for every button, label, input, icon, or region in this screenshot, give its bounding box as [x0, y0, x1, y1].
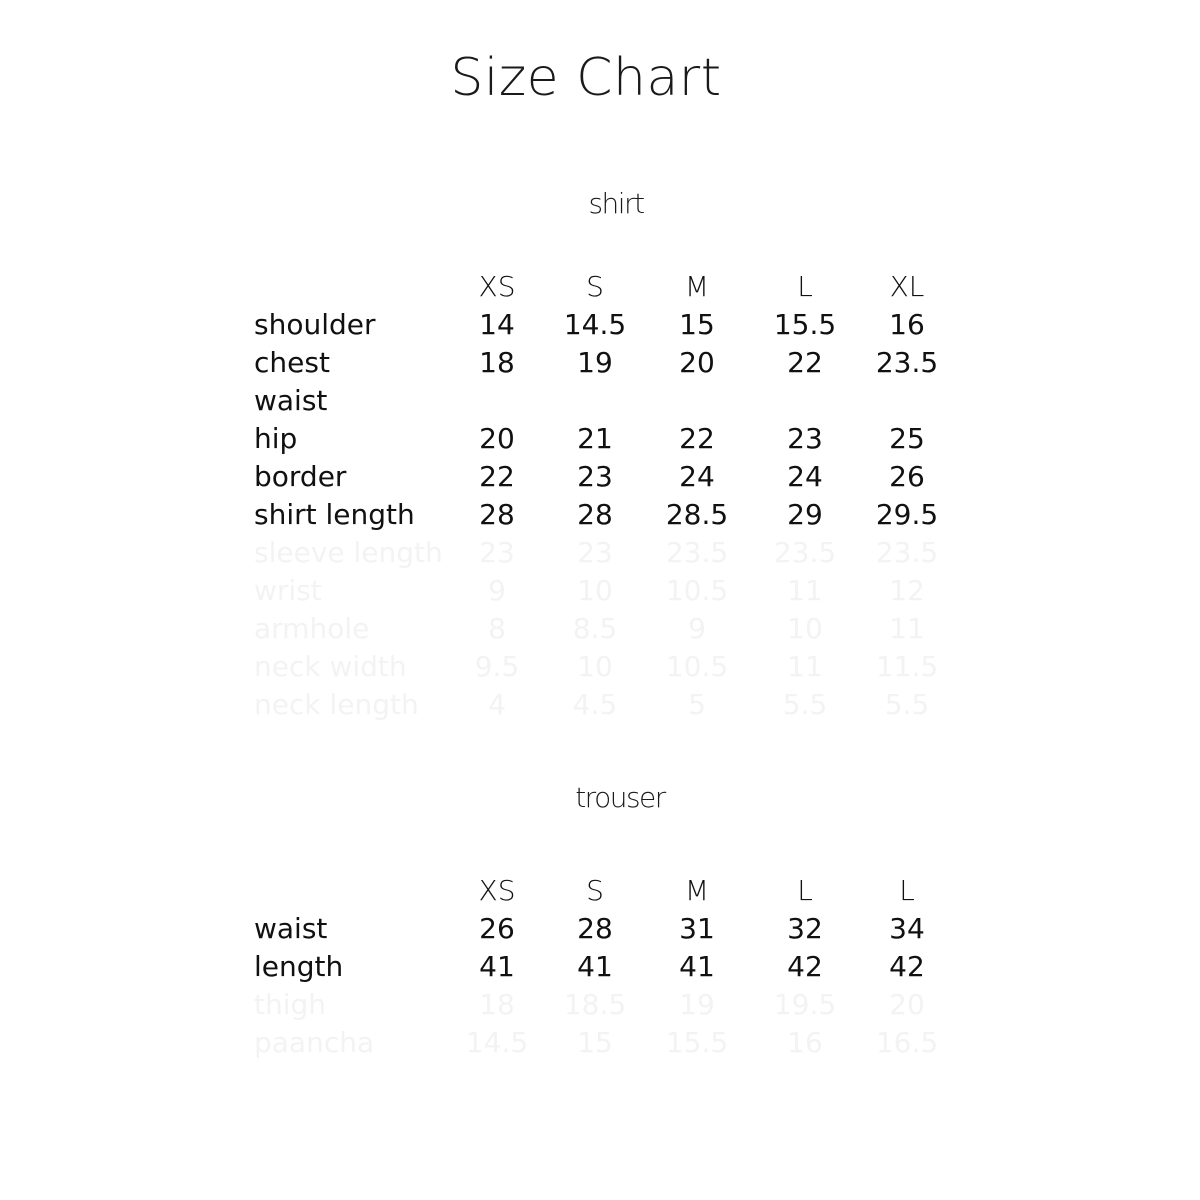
row-label: wrist — [254, 574, 322, 607]
table-row — [0, 572, 1200, 610]
row-label: hip — [254, 422, 298, 455]
table-row — [0, 910, 1200, 948]
table-cell: 9 — [688, 612, 706, 645]
table-row — [0, 986, 1200, 1024]
table-row — [0, 420, 1200, 458]
table-cell: 41 — [679, 950, 715, 983]
table-cell: 14.5 — [563, 308, 627, 341]
table-cell: 41 — [479, 950, 515, 983]
table-cell: 24 — [679, 460, 715, 493]
table-cell: 25 — [889, 422, 925, 455]
table-cell: 22 — [787, 346, 823, 379]
table-cell: 24 — [787, 460, 823, 493]
table-cell: 28.5 — [665, 498, 729, 531]
table-cell: 19 — [577, 346, 613, 379]
table-cell: 18.5 — [563, 988, 627, 1021]
table-cell: 23 — [577, 460, 613, 493]
table-row — [0, 948, 1200, 986]
table-cell: 23.5 — [665, 536, 729, 569]
row-label: neck length — [254, 688, 419, 721]
table-cell: 9 — [488, 574, 506, 607]
table-cell: 10 — [577, 650, 613, 683]
size-header-cell: L — [899, 874, 915, 907]
table-cell: 22 — [679, 422, 715, 455]
table-cell: 18 — [479, 346, 515, 379]
table-cell: 22 — [479, 460, 515, 493]
table-cell: 23.5 — [773, 536, 837, 569]
table-cell: 26 — [479, 912, 515, 945]
table-cell: 15.5 — [773, 308, 837, 341]
trouser-section-title: trouser — [575, 781, 665, 814]
table-cell: 10 — [577, 574, 613, 607]
row-label: paancha — [254, 1026, 375, 1059]
table-row — [0, 306, 1200, 344]
size-header-cell: S — [586, 270, 604, 303]
table-cell: 8 — [488, 612, 506, 645]
trouser-size-header — [0, 872, 1200, 910]
size-header-cell: XS — [478, 874, 516, 907]
table-cell: 14.5 — [465, 1026, 529, 1059]
table-cell: 42 — [787, 950, 823, 983]
table-cell: 28 — [479, 498, 515, 531]
table-cell: 15 — [577, 1026, 613, 1059]
table-cell: 20 — [679, 346, 715, 379]
size-header-cell: XS — [478, 270, 516, 303]
table-cell: 4 — [488, 688, 506, 721]
table-cell: 28 — [577, 912, 613, 945]
table-cell: 16 — [787, 1026, 823, 1059]
table-cell: 14 — [479, 308, 515, 341]
table-cell: 23.5 — [875, 536, 939, 569]
table-row — [0, 496, 1200, 534]
table-cell: 5 — [688, 688, 706, 721]
table-cell: 11 — [787, 650, 823, 683]
table-cell: 20 — [889, 988, 925, 1021]
table-cell: 19 — [679, 988, 715, 1021]
row-label: length — [254, 950, 344, 983]
table-cell: 10.5 — [665, 650, 729, 683]
row-label: sleeve length — [254, 536, 443, 569]
row-label: shoulder — [254, 308, 376, 341]
table-cell: 9.5 — [474, 650, 520, 683]
table-cell: 20 — [479, 422, 515, 455]
table-cell: 11.5 — [875, 650, 939, 683]
table-cell: 23 — [787, 422, 823, 455]
table-cell: 10.5 — [665, 574, 729, 607]
size-header-cell: S — [586, 874, 604, 907]
table-cell: 18 — [479, 988, 515, 1021]
row-label: chest — [254, 346, 330, 379]
size-header-cell: M — [684, 270, 710, 303]
row-label: shirt length — [254, 498, 415, 531]
table-row — [0, 458, 1200, 496]
size-header-cell: XL — [889, 270, 925, 303]
table-cell: 21 — [577, 422, 613, 455]
page-title: Size Chart — [450, 48, 722, 108]
table-cell: 11 — [889, 612, 925, 645]
table-cell: 16.5 — [875, 1026, 939, 1059]
table-cell: 34 — [889, 912, 925, 945]
row-label: thigh — [254, 988, 327, 1021]
table-cell: 11 — [787, 574, 823, 607]
table-cell: 4.5 — [572, 688, 618, 721]
table-cell: 10 — [787, 612, 823, 645]
table-cell: 5.5 — [782, 688, 828, 721]
table-cell: 23 — [577, 536, 613, 569]
table-cell: 5.5 — [884, 688, 930, 721]
table-cell: 15.5 — [665, 1026, 729, 1059]
table-row — [0, 686, 1200, 724]
table-cell: 12 — [889, 574, 925, 607]
table-cell: 19.5 — [773, 988, 837, 1021]
size-header-cell: M — [684, 874, 710, 907]
table-row — [0, 344, 1200, 382]
table-cell: 29 — [787, 498, 823, 531]
table-row — [0, 648, 1200, 686]
table-cell: 28 — [577, 498, 613, 531]
table-row — [0, 1024, 1200, 1062]
row-label: waist — [254, 912, 328, 945]
table-cell: 41 — [577, 950, 613, 983]
table-cell: 16 — [889, 308, 925, 341]
row-label: border — [254, 460, 347, 493]
row-label: waist — [254, 384, 328, 417]
table-cell: 15 — [679, 308, 715, 341]
size-header-cell: L — [797, 270, 813, 303]
size-header-cell: L — [797, 874, 813, 907]
table-row — [0, 610, 1200, 648]
shirt-size-header — [0, 268, 1200, 306]
table-cell: 32 — [787, 912, 823, 945]
table-row — [0, 382, 1200, 420]
table-row — [0, 534, 1200, 572]
shirt-section-title: shirt — [588, 187, 644, 220]
row-label: armhole — [254, 612, 370, 645]
table-cell: 23 — [479, 536, 515, 569]
table-cell: 26 — [889, 460, 925, 493]
table-cell: 42 — [889, 950, 925, 983]
table-cell: 23.5 — [875, 346, 939, 379]
table-cell: 31 — [679, 912, 715, 945]
table-cell: 8.5 — [572, 612, 618, 645]
row-label: neck width — [254, 650, 407, 683]
table-cell: 29.5 — [875, 498, 939, 531]
